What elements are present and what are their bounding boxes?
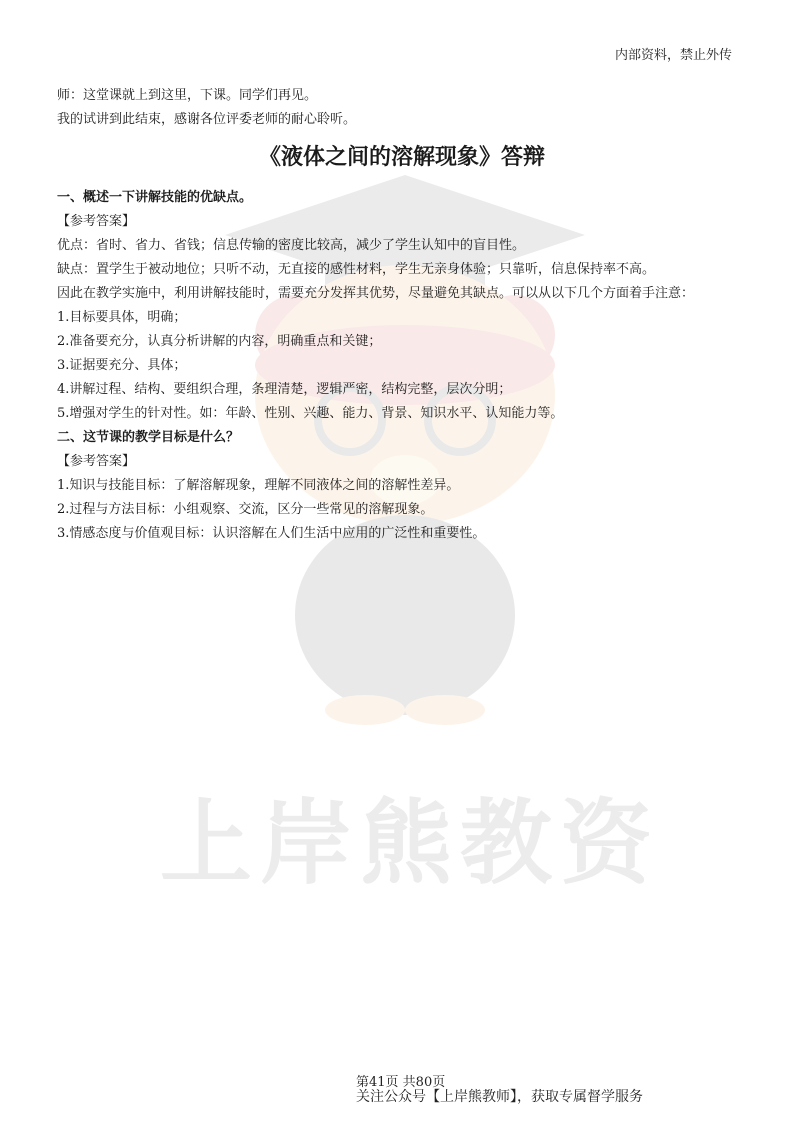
answer-label: 【参考答案】 — [57, 214, 136, 229]
intro-line: 师：这堂课就上到这里，下课。同学们再见。 — [57, 88, 318, 103]
answer-line: 2.准备要充分，认真分析讲解的内容，明确重点和关键； — [57, 334, 382, 349]
answer-line: 因此在教学实施中，利用讲解技能时，需要充分发挥其优势，尽量避免其缺点。可以从以下几个方面着手注意： — [57, 286, 695, 301]
page-number: 第41页 共80页 — [356, 1075, 446, 1090]
answer-line: 1.知识与技能目标：了解溶解现象，理解不同液体之间的溶解性差异。 — [57, 478, 460, 493]
answer-line: 3.情感态度与价值观目标：认识溶解在人们生活中应用的广泛性和重要性。 — [57, 526, 486, 541]
section-2 — [57, 426, 747, 546]
answer-label: 【参考答案】 — [57, 454, 136, 469]
answer-line: 5.增强对学生的针对性。如：年龄、性别、兴趣、能力、背景、知识水平、认知能力等。 — [57, 406, 564, 421]
intro-line: 我的试讲到此结束，感谢各位评委老师的耐心聆听。 — [57, 112, 357, 127]
section-1 — [57, 186, 747, 426]
document-title: 《液体之间的溶解现象》答辩 — [258, 145, 545, 170]
answer-line: 1.目标要具体，明确； — [57, 310, 187, 325]
answer-line: 4.讲解过程、结构、要组织合理，条理清楚，逻辑严密，结构完整，层次分明； — [57, 382, 512, 397]
watermark-text: 上岸熊教资 — [160, 790, 661, 897]
footer-cta: 关注公众号【上岸熊教师】，获取专属督学服务 — [356, 1089, 643, 1105]
answer-line: 3.证据要充分、具体； — [57, 358, 187, 373]
section-heading: 一、概述一下讲解技能的优缺点。 — [57, 190, 253, 205]
section-heading: 二、这节课的教学目标是什么？ — [57, 430, 240, 445]
document-body — [57, 84, 747, 546]
answer-line: 优点：省时、省力、省钱；信息传输的密度比较高，减少了学生认知中的盲目性。 — [57, 238, 526, 253]
answer-line: 2.过程与方法目标：小组观察、交流，区分一些常见的溶解现象。 — [57, 502, 434, 517]
answer-line: 缺点：置学生于被动地位；只听不动，无直接的感性材料，学生无亲身体验；只靠听，信息保持率不高。 — [57, 262, 656, 277]
header-note: 内部资料，禁止外传 — [614, 48, 732, 63]
